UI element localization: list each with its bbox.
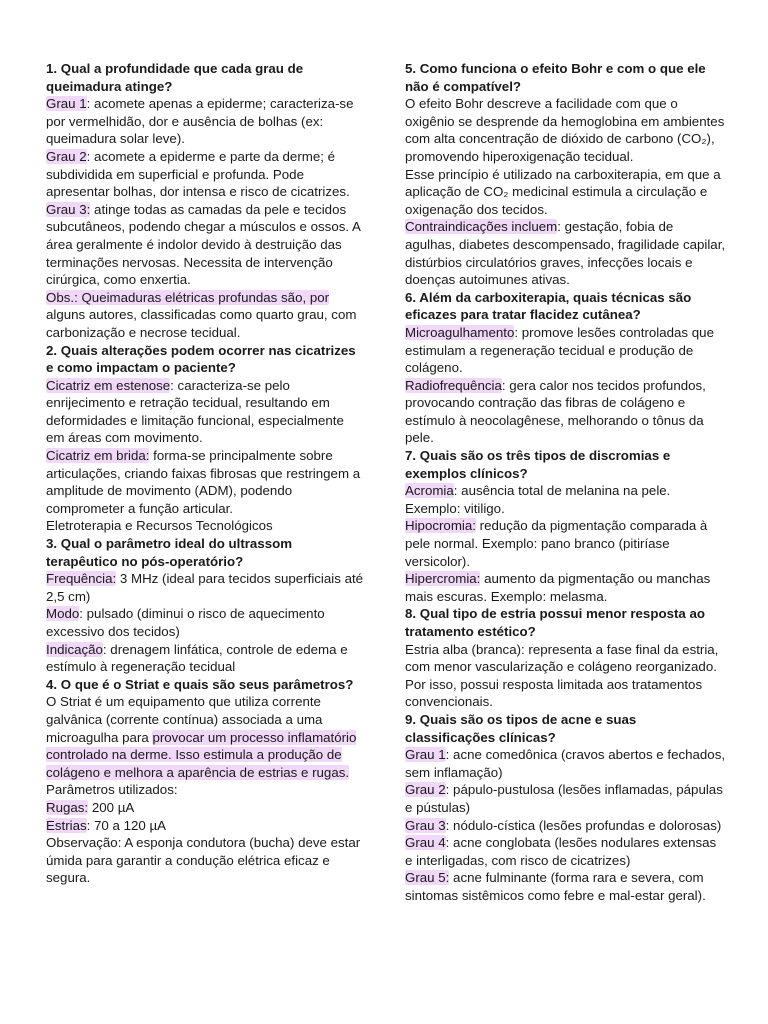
highlighted-text: provocar um processo inflamatório controlado na derme. Isso estimula a produção de colágeno e melhora a aparência de estrias e rugas. — [46, 729, 357, 780]
paragraph — [405, 746, 727, 781]
paragraph — [405, 482, 727, 517]
highlighted-text: Grau 4 — [405, 835, 446, 851]
paragraph-text: 6. Além da carboxiterapia, quais técnicas são eficazes para tratar flacidez cutânea? — [405, 289, 692, 323]
paragraph-text: : gestação, fobia de agulhas, diabetes descompensado, fragilidade capilar, distúrbios circulatórios graves, infecções locais e doenças autoimunes ativas. — [405, 219, 726, 288]
highlighted-text: Grau 2 — [405, 782, 446, 798]
highlighted-text: Cicatriz em brida: — [46, 448, 150, 464]
paragraph-text: : nódulo-cística (lesões profundas e dolorosas) — [445, 817, 722, 833]
paragraph — [46, 148, 364, 201]
highlighted-text: Obs.: Queimaduras elétricas profundas são, por — [46, 289, 330, 305]
paragraph — [405, 869, 727, 904]
paragraph-text: 8. Qual tipo de estria possui menor resposta ao tratamento estético? — [405, 606, 705, 639]
paragraph-text: 5. Como funciona o efeito Bohr e com o que ele não é compatível? — [405, 61, 706, 94]
paragraph — [46, 289, 364, 342]
paragraph — [405, 324, 727, 377]
paragraph-text: Parâmetros utilizados: — [46, 782, 178, 798]
paragraph — [46, 817, 364, 835]
right-column — [405, 60, 727, 905]
paragraph-text: : acomete apenas a epiderme; caracteriza-se por vermelhidão, dor e ausência de bolhas (ex: queimadura solar leve). — [46, 96, 354, 147]
paragraph — [405, 218, 727, 288]
paragraph-text: 3 MHz (ideal para tecidos superficiais até 2,5 cm) — [46, 571, 364, 604]
paragraph — [405, 377, 727, 447]
question-heading — [405, 711, 727, 746]
left-column — [46, 60, 364, 887]
paragraph — [46, 834, 364, 887]
paragraph-text: 9. Quais são os tipos de acne e suas classificações clínicas? — [405, 711, 637, 745]
paragraph-text: Esse princípio é utilizado na carboxiterapia, em que a aplicação de CO₂ medicinal estimula a circulação e oxigenação dos tecidos. — [405, 166, 721, 217]
paragraph — [405, 166, 727, 219]
paragraph-text: 7. Quais são os três tipos de discromias e exemplos clínicos? — [405, 448, 671, 481]
highlighted-text: Microagulhamento — [405, 324, 515, 340]
paragraph-text: : promove lesões controladas que estimulam a regeneração tecidual e produção de colágeno. — [405, 324, 714, 376]
paragraph-text: : acomete a epiderme e parte da derme; é subdividida em superficial e profunda. Pode apresentar bolhas, dor intensa e risco de cicatrizes. — [46, 148, 350, 200]
paragraph — [46, 95, 364, 148]
paragraph — [405, 834, 727, 869]
paragraph-text: 2. Quais alterações podem ocorrer nas cicatrizes e como impactam o paciente? — [46, 342, 356, 376]
paragraph-text: 1. Qual a profundidade que cada grau de queimadura atinge? — [46, 61, 304, 94]
highlighted-text: Contraindicações incluem — [405, 219, 558, 235]
paragraph — [405, 781, 727, 816]
highlighted-text: Grau 5: — [405, 870, 450, 886]
paragraph-text: : 70 a 120 µA — [86, 817, 167, 833]
paragraph-text: 200 µA — [88, 799, 135, 815]
paragraph — [46, 517, 364, 535]
highlighted-text: Indicação — [46, 641, 103, 657]
paragraph-text: acne fulminante (forma rara e severa, com sintomas sistêmicos como febre e mal-estar geral). — [405, 870, 706, 903]
paragraph — [46, 693, 364, 781]
paragraph — [46, 570, 364, 605]
paragraph-text: Eletroterapia e Recursos Tecnológicos — [46, 518, 273, 534]
paragraph-text: alguns autores, classificadas como quarto grau, com carbonização e necrose tecidual. — [46, 307, 357, 340]
highlighted-text: Frequência: — [46, 571, 117, 587]
question-heading — [46, 676, 364, 694]
paragraph — [46, 641, 364, 676]
paragraph — [405, 517, 727, 570]
highlighted-text: Hipocromia: — [405, 518, 476, 534]
paragraph-text: : caracteriza-se pelo enrijecimento e retração tecidual, resultando em deformidades e limitação funcional, especialmente em áreas com movimento. — [46, 377, 344, 446]
question-heading — [405, 605, 727, 640]
question-heading — [46, 535, 364, 570]
paragraph-text: O Striat é um equipamento que utiliza corrente galvânica (corrente contínua) associada a uma microagulha para — [46, 694, 323, 745]
paragraph-text: : drenagem linfática, controle de edema e estímulo à regeneração tecidual — [46, 641, 348, 675]
question-heading — [405, 447, 727, 482]
paragraph — [405, 95, 727, 165]
paragraph — [46, 377, 364, 447]
highlighted-text: Acromia — [405, 483, 454, 499]
paragraph — [405, 817, 727, 835]
paragraph-text: aumento da pigmentação ou manchas mais escuras. Exemplo: melasma. — [405, 571, 711, 604]
paragraph — [405, 570, 727, 605]
paragraph-text: 4. O que é o Striat e quais são seus parâmetros? — [46, 676, 354, 692]
paragraph — [46, 781, 364, 799]
paragraph — [405, 641, 727, 711]
question-heading — [46, 60, 364, 95]
paragraph-text: : acne conglobata (lesões nodulares extensas e interligadas, com risco de cicatrizes) — [405, 835, 717, 868]
highlighted-text: Grau 3 — [405, 817, 446, 833]
paragraph-text: : pápulo-pustulosa (lesões inflamadas, pápulas e pústulas) — [405, 782, 723, 815]
highlighted-text: Grau 1 — [405, 747, 446, 763]
question-heading — [405, 289, 727, 324]
question-heading — [405, 60, 727, 95]
paragraph-text: 3. Qual o parâmetro ideal do ultrassom terapêutico no pós-operatório? — [46, 536, 293, 569]
highlighted-text: Radiofrequência — [405, 377, 502, 393]
highlighted-text: Grau 3: — [46, 201, 91, 217]
highlighted-text: Grau 2 — [46, 148, 87, 164]
paragraph-text: forma-se principalmente sobre articulações, criando faixas fibrosas que restringem a amplitude de movimento (ADM), podendo comprometer a função articular. — [46, 448, 361, 516]
paragraph-text: : acne comedônica (cravos abertos e fechados, sem inflamação) — [405, 747, 726, 780]
highlighted-text: Modo — [46, 606, 80, 622]
paragraph — [46, 605, 364, 640]
paragraph-text: : gera calor nos tecidos profundos, provocando contração das fibras de colágeno e estímulo à neocolagênese, melhorando o tônus da pele. — [405, 377, 706, 446]
paragraph-text: : ausência total de melanina na pele. Exemplo: vitiligo. — [405, 483, 671, 516]
paragraph — [46, 447, 364, 517]
paragraph-text: O efeito Bohr descreve a facilidade com que o oxigênio se desprende da hemoglobina em ambientes com alta concentração de dióxido de carbono (CO₂), promovendo hiperoxigenação tecidual. — [405, 96, 725, 164]
paragraph-text: Observação: A esponja condutora (bucha) deve estar úmida para garantir a condução elétrica eficaz e segura. — [46, 835, 361, 886]
highlighted-text: Hipercromia: — [405, 571, 481, 587]
highlighted-text: Cicatriz em estenose — [46, 377, 171, 393]
paragraph — [46, 799, 364, 817]
highlighted-text: Estrias — [46, 817, 87, 833]
highlighted-text: Grau 1 — [46, 96, 87, 112]
paragraph-text: redução da pigmentação comparada à pele normal. Exemplo: pano branco (pitiríase versicolor). — [405, 518, 708, 569]
paragraph — [46, 201, 364, 289]
highlighted-text: Rugas: — [46, 799, 89, 815]
paragraph-text: Estria alba (branca): representa a fase final da estria, com menor vascularização e colágeno reorganizado. Por isso, possui resposta limitada aos tratamentos convencionais. — [405, 641, 719, 710]
question-heading — [46, 342, 364, 377]
paragraph-text: atinge todas as camadas da pele e tecidos subcutâneos, podendo chegar a músculos e ossos. A área geralmente é indolor devido à destruição das terminações nervosas. Necessita de intervenção cirúrgica, como enxertia. — [46, 201, 361, 288]
paragraph-text: : pulsado (diminui o risco de aquecimento excessivo dos tecidos) — [46, 606, 325, 639]
